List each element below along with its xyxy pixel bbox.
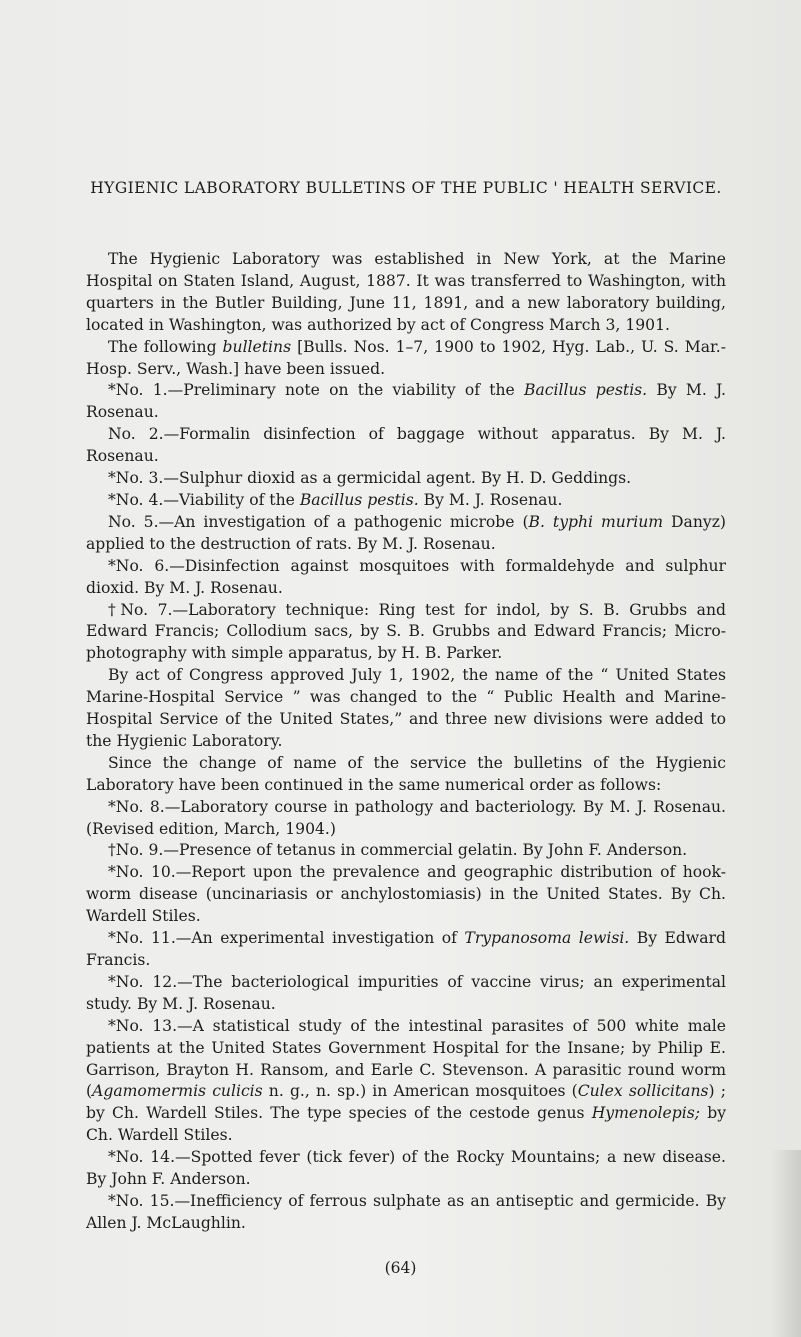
italic-term: Agamomermis culicis: [92, 1082, 263, 1101]
bulletin-entry: *No. 8.—Laboratory course in pathology and bacteriology. By M. J. Rosenau. (Revised edition, March, 1904.): [86, 797, 726, 838]
italic-term: B. typhi murium: [528, 512, 664, 531]
bulletin-entry: *No. 13.—A statistical study of the intestinal parasites of 500 white male patients at the United States Government Hospital for the Insane; by Philip E. Garrison, Brayton H. Ransom, and Earle C. Stevenson. A parasitic round worm (Agamomermis culicis n. g., n. sp.) in American mosquitoes (Culex sollicitans) ; by Ch. Wardell Stiles. The type species of the cestode genus Hymenolepis; by Ch. Wardell Stiles.: [86, 1016, 727, 1145]
italic-term: Trypanosoma lewisi.: [464, 929, 630, 948]
page-edge-shadow: [771, 1150, 801, 1337]
bulletin-entry: *No. 4.—Viability of the Bacillus pestis. By M. J. Rosenau.: [108, 490, 563, 509]
bulletin-entry: †No. 7.—Laboratory technique: Ring test for indol, by S. B. Grubbs and Edward Francis; Collodium sacs, by S. B. Grubbs and Edward Francis; Micro-photography with simple apparatus, by H. B. Parker.: [86, 600, 726, 663]
bulletin-entry: *No. 11.—An experimental investigation of Trypanosoma lewisi. By Edward Francis.: [86, 929, 726, 969]
intro-paragraph: The following bulletins [Bulls. Nos. 1–7, 1900 to 1902, Hyg. Lab., U. S. Mar.-Hosp. Serv., Wash.] have been issued.: [86, 337, 726, 378]
bulletin-entry: *No. 14.—Spotted fever (tick fever) of the Rocky Mountains; a new disease. By John F. Anderson.: [86, 1148, 726, 1189]
narrative-paragraph: By act of Congress approved July 1, 1902, the name of the “ United States Marine-Hospital Service ” was changed to the “ Public Health and Marine-Hospital Service of the United States,” and three new divisions were added to the Hygienic Laboratory.: [86, 666, 726, 750]
italic-term: Culex sollicitans: [577, 1082, 709, 1101]
page-number: (64): [384, 1259, 417, 1277]
bulletin-entry: *No. 10.—Report upon the prevalence and geographic distribution of hook-worm disease (uncinariasis or anchylostomiasis) in the United States. By Ch. Wardell Stiles.: [86, 863, 726, 926]
document-body: [86, 249, 726, 1235]
italic-term: Bacillus pestis.: [524, 381, 648, 400]
italic-term: Hymenolepis;: [591, 1104, 700, 1123]
page-title: HYGIENIC LABORATORY BULLETINS OF THE PUBLIC ' HEALTH SERVICE.: [90, 179, 722, 197]
bulletin-entry: No. 2.—Formalin disinfection of baggage without apparatus. By M. J. Rosenau.: [86, 425, 726, 466]
bulletin-entry: *No. 1.—Preliminary note on the viability of the Bacillus pestis. By M. J. Rosenau.: [86, 381, 727, 422]
bulletin-entry: †No. 9.—Presence of tetanus in commercial gelatin. By John F. Anderson.: [108, 841, 688, 860]
bulletin-entry: *No. 15.—Inefficiency of ferrous sulphate as an antiseptic and germicide. By Allen J. McLaughlin.: [86, 1191, 726, 1232]
intro-paragraph: The Hygienic Laboratory was established in New York, at the Marine Hospital on Staten Island, August, 1887. It was transferred to Washington, with quarters in the Butler Building, June 11, 1891, and a new laboratory building, located in Washington, was authorized by act of Congress March 3, 1901.: [86, 250, 726, 334]
narrative-paragraph: Since the change of name of the service the bulletins of the Hygienic Laboratory have been continued in the same numerical order as follows:: [86, 753, 726, 794]
bulletin-entry: *No. 12.—The bacteriological impurities of vaccine virus; an experimental study. By M. J. Rosenau.: [86, 972, 726, 1013]
bulletin-entry: *No. 6.—Disinfection against mosquitoes with formaldehyde and sulphur dioxid. By M. J. Rosenau.: [86, 556, 726, 597]
italic-term: Bacillus pestis.: [299, 490, 419, 509]
italic-term: bulletins: [222, 337, 292, 356]
bulletin-entry: *No. 3.—Sulphur dioxid as a germicidal agent. By H. D. Geddings.: [108, 469, 632, 488]
bulletin-entry: No. 5.—An investigation of a pathogenic microbe (B. typhi murium Danyz) applied to the destruction of rats. By M. J. Rosenau.: [86, 512, 726, 553]
